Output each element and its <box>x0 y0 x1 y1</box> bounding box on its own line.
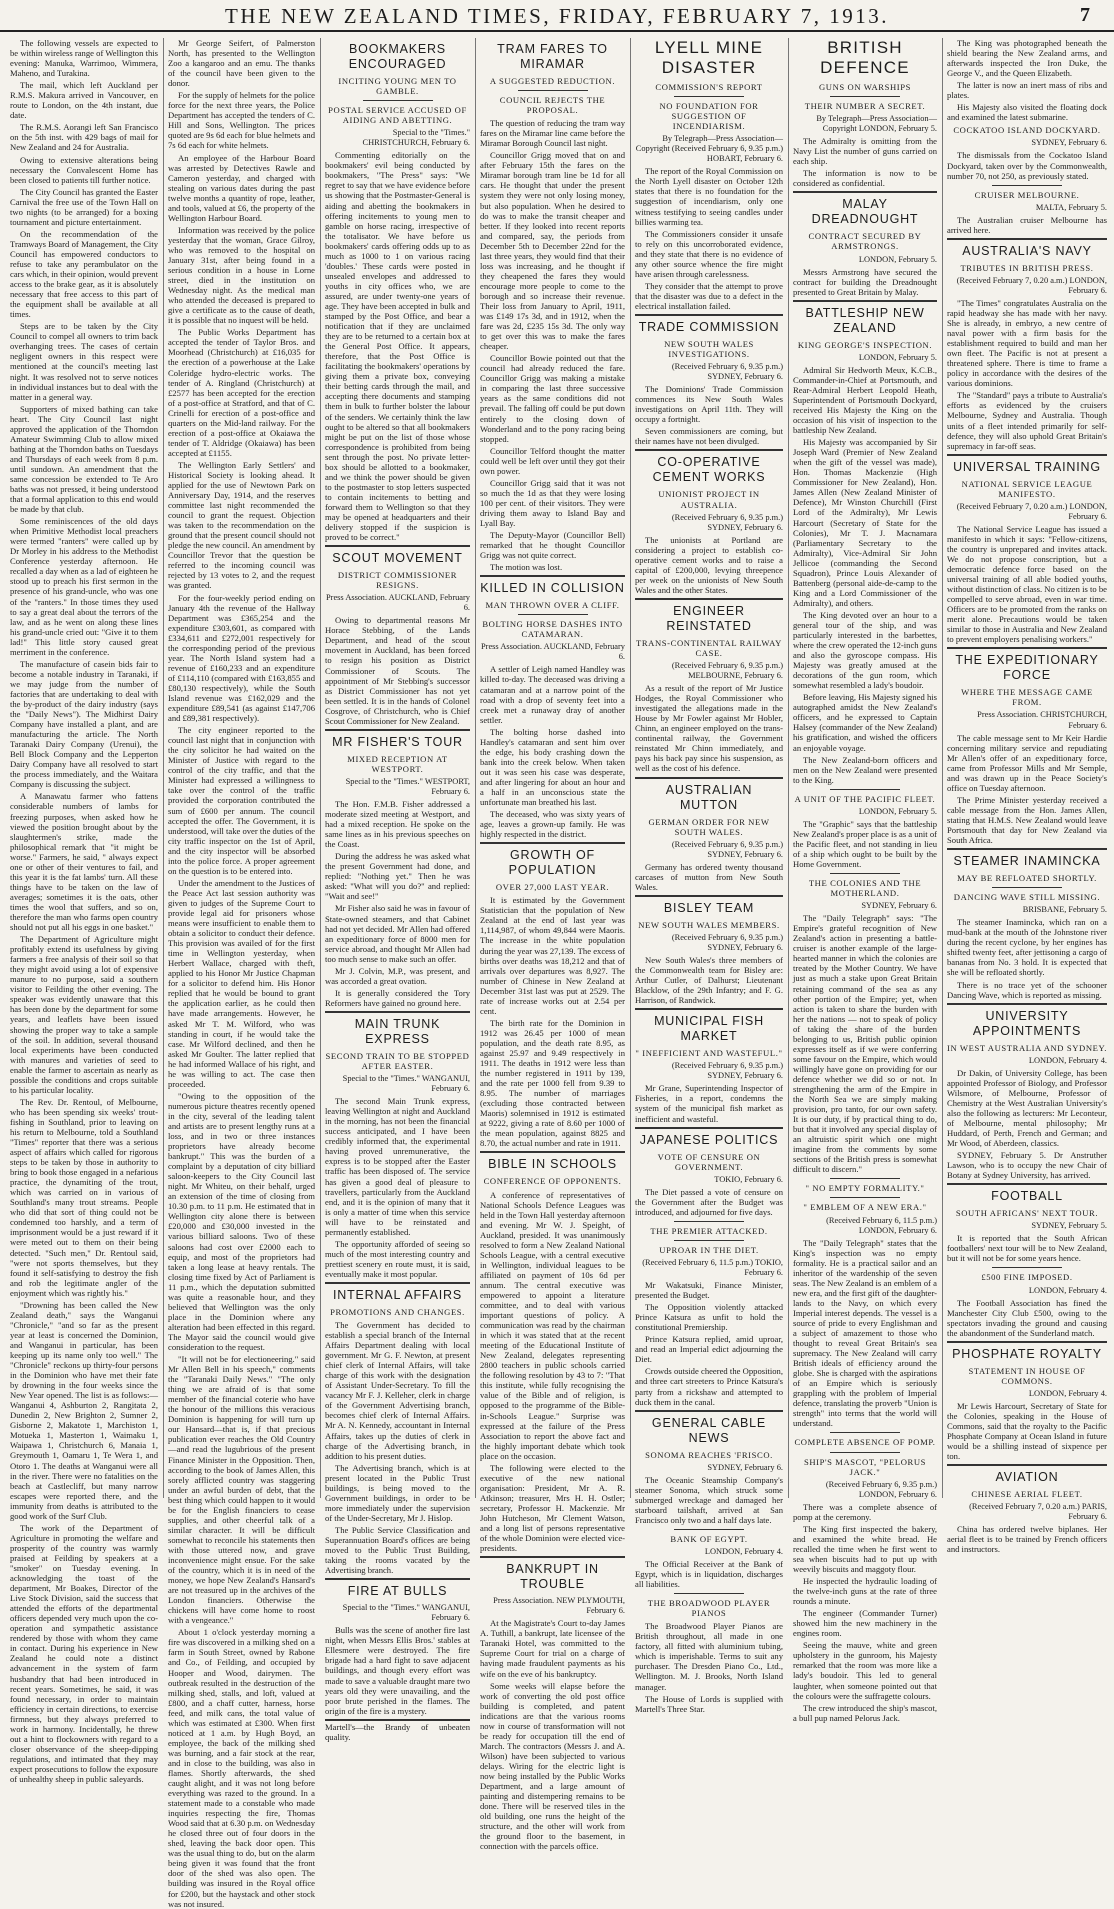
paragraph: The Australian cruiser Melbourne has arrived here. <box>947 214 1107 235</box>
article-headline: MALAY DREADNOUGHT <box>811 197 919 227</box>
article-headline: BANKRUPT IN TROUBLE <box>506 1562 599 1592</box>
separator-rule <box>635 314 783 316</box>
separator-rule <box>830 1452 900 1453</box>
paragraph: The Dominions' Trade Commission commences its New South Wales investigations on April 11th. They will occupy a fortnight. <box>635 384 783 425</box>
paragraph: Dr Dakin, of University College, has been appointed Professor of Biology, and Professor Wilsmore, of Melbourne, Professor of Chemistry at the West Australian University's also the following as lecturers: Mr Leconteur, of Melbourne, mental philosophy; Mr Huddard, of Perth, French and German; and Mr Wood, of Aberdeen, classics. <box>947 1067 1107 1149</box>
article-dateline: (Received February 6, 11.5 p.m.) LONDON, February 6. <box>826 1215 937 1235</box>
paragraph: The motion was lost. <box>490 562 563 573</box>
article-subheadline: COMPLETE ABSENCE OF POMP. <box>794 1437 936 1448</box>
article-subheadline: STATEMENT IN HOUSE OF COMMONS. <box>968 1365 1086 1386</box>
paragraph: The Public Works Department has accepted the tender of Taylor Bros. and Moorhead (Christchurch) at £16,035 for the erection of a powerhouse at the Lake Coleridge hydro-electric works. The tender of A. Ringland (Christchurch) at £2577 has been accepted for the erection of a post-office at Stratford, and that of C. Crinelli for erection of a post-office and quarters on the Mid-land railway. For the erection of a post-office at Okaiawa the tender of T. Aldridge (Okaiawa) has been accepted at £1155. <box>168 327 315 458</box>
paragraph: Commenting editorially on the bookmakers' evil being conducted by bookmakers, "The Press" says: "We regret to say that we have evidence before us showing that the Postmaster-General is aiding and abetting the bookmakers in offering incitements to young men to gamble on horse racing, irrespective of the totalisator. We have before us bookmakers' cards offering odds up to as much as 1000 to 1 on various racing 'doubles.' These cards were posted in unsealed envelopes and addressed to youths in city offices who, we are assured, are under twenty-one years of age. They have been accepted in bulk and stamped by the Post Office, and bear a notification that if they are unclaimed they are to be returned to a certain box at the General Post Office. It appears, therefore, that the Post Office is facilitating the bookmakers' operations by giving them a private box, conveying their betting cards through the mail, and accepting there documents and stamping them in bulk to further bolster the labour of the senders. We certainly think the law ought to be altered so that all bookmakers might be put on the list of those whose correspondence is prohibited from being sent through the post. No private letter-box should be allotted to a bookmaker, and we think the power should be given to the postmaster to stop letters suspected to contain incitements to betting and forward them to Wellington so that they may be opened at headquarters and their delivery stopped if the suspicion is proved to be correct." <box>325 150 470 543</box>
article-dateline: Special to the "Times." CHRISTCHURCH, February 6. <box>362 128 470 148</box>
article-dateline: Press Association. CHRISTCHURCH, February 6. <box>977 710 1107 730</box>
article-headline: UNIVERSAL TRAINING <box>953 459 1101 474</box>
paragraph: Prince Katsura replied, amid uproar, and read an Imperial edict adjourning the Diet. <box>635 1334 783 1365</box>
paragraph: He inspected the hydraulic loading of the twelve-inch guns at the rate of three rounds a minute. <box>793 1576 937 1607</box>
article-headline: MUNICIPAL FISH MARKET <box>654 1014 764 1044</box>
separator-rule <box>830 1178 900 1179</box>
article-dateline: Press Association. AUCKLAND, February 6. <box>326 593 470 613</box>
column-3 <box>325 38 470 1742</box>
article-headline: GENERAL CABLE NEWS <box>651 1415 767 1445</box>
article-subheadline: THE BROADWOOD PLAYER PIANOS <box>647 1598 771 1619</box>
paragraph: They consider that the attempt to prove that the disaster was due to a defect in the electrical installation failed. <box>635 280 783 311</box>
article-headline: MAIN TRUNK EXPRESS <box>354 1016 441 1046</box>
article-dateline: (Received February 6, 9.35 p.m.) SYDNEY, February 6. <box>671 932 783 952</box>
paragraph: There was a complete absence of pomp at the ceremony. <box>793 1501 937 1522</box>
article-subheadline: OVER 27,000 LAST YEAR. <box>495 882 610 893</box>
newspaper-title: THE NEW ZEALAND TIMES, FRIDAY, FEBRUARY 7, 1913. <box>225 4 889 28</box>
separator-rule <box>518 614 588 615</box>
paragraph: His Majesty was accompanied by Sir Joseph Ward (Premier of New Zealand when the gift of the vessel was made), Hon. Thomas Mackenzie (High Commissioner for New Zealand), Hon. James Allen (New Zealand Minister of Defence), Mr Winston Churchill (First Lord of the Admiralty), Mr Lewis Harcourt (Secretary of State for the Colonies), Mr T. J. Macnamara (Parliamentary Secretary to the Admiralty), Vice-Admiral Sir John Jellicoe (commanding the Second Squadron), Prince Louis Alexander of Battenberg (personal aide-de-camp to the King and a Lord Commissioner of the Admiralty), and others. <box>793 437 937 608</box>
separator-rule <box>947 454 1107 456</box>
column-1 <box>10 38 158 1784</box>
article-dateline: SYDNEY, February 6. <box>861 901 937 911</box>
paragraph: The Opposition violently attacked Prince Katsura as unfit to hold the constitutional Premiership. <box>635 1302 783 1333</box>
article-headline: THE EXPEDITIONARY FORCE <box>955 653 1099 683</box>
article-dateline: (Received February 6, 9.35 p.m.) SYDNEY, February 6. <box>671 1061 783 1081</box>
separator-rule <box>635 1410 783 1412</box>
article-subheadline: WHERE THE MESSAGE CAME FROM. <box>961 687 1093 708</box>
separator-rule <box>992 887 1062 888</box>
article-headline: BISLEY TEAM <box>663 900 755 915</box>
article-headline: STEAMER INAMINCKA <box>953 854 1101 869</box>
paragraph: The steamer Inamincka, which ran on a mud-bank at the mouth of the Johnstone river during the recent cyclone, by her engines has shifted twenty feet, after jettisoning a cargo of bananas from No. 3 hold. It is expected that she will be refloated shortly. <box>947 917 1107 978</box>
paragraph: The unionists at Portland are considering a project to establish co-operative cement works and to raise a capital of £200,000, levying threepence per week on the unionists of New South Wales and the other States. <box>635 534 783 595</box>
paragraph: The House of Lords is supplied with Martell's Three Star. <box>635 1693 783 1714</box>
paragraph: The Wellington Early Settlers' and Historical Society is looking ahead. It applied for the use of Newtown Park on Anniversary Day, 1914, and the reserves committee last night recommended the council to grant the request. Objection was taken to the recommendation on the ground that the present council should not pledge the new council. An amendment by Councillor Trevor that the question be referred to the incoming council was rejected by 13 votes to 2, and the request was granted. <box>168 459 315 591</box>
separator-rule <box>325 729 470 731</box>
paragraph: The King was photographed beneath the shield bearing the New Zealand arms, and afterwards inspected the Iron Duke, the George V., and the Queen Elizabeth. <box>947 38 1107 79</box>
paragraph: Information was received by the police yesterday that the woman, Grace Gilroy, who was removed to the hospital on January 31st, after being found in a serious condition in a house in Lorne street, died in the institution on Wednesday night. As the medical man who attended the deceased is prepared to give a certificate as to the cause of death, it is possible that no inquest will be held. <box>168 224 315 326</box>
paragraph: The R.M.S. Aorangi left San Francisco on the 5th inst. with 429 bags of mail for New Zealand and 24 for Australia. <box>10 122 158 153</box>
paragraph: New South Wales's three members of the Commonwealth team for Bisley are: Arthur Cutler, of Dalhurst; Lieutenant Blacklow, of the 29th Infantry; and F. G. Harrison, of Randwick. <box>635 955 783 1006</box>
article-subheadline: MIXED RECEPTION AT WESTPORT. <box>347 753 448 774</box>
paragraph: Bulls was the scene of another fire last night, when Messrs Ellis Bros.' stables at Ellesmere were destroyed. The fire brigade had a hard fight to save adjacent buildings, and though every effort was made to save a valuable draught mare two years old they were unavailing, and the poor brute perished in the flames. The origin of the fire is a mystery. <box>325 1625 470 1716</box>
separator-rule <box>674 1593 744 1594</box>
separator-rule <box>947 1183 1107 1185</box>
article-subheadline: A UNIT OF THE PACIFIC FLEET. <box>794 793 936 804</box>
paragraph: The report of the Royal Commission on the North Lyell disaster on October 12th states that there is no foundation for the suggestion of incendiarism, only one witness testifying to seeing candles under billies warming tea. <box>635 166 783 227</box>
paragraph: For the supply of helmets for the police force for the next three years, the Police Department has accepted the tenders of C. Hill and Sons, Wellington. The prices quoted are 9s 6d each for blue helmets and 7s 6d each for white helmets. <box>168 90 315 151</box>
article-dateline: (Received February 7, 0.20 a.m.) LONDON, February 6. <box>956 275 1107 295</box>
separator-rule <box>480 1556 625 1558</box>
article-subheadline: CHINESE AERIAL FLEET. <box>971 1489 1083 1500</box>
separator-rule <box>947 1464 1107 1466</box>
column-4 <box>480 38 625 1852</box>
column-rule <box>630 38 631 1498</box>
paragraph: Owing to departmental reasons Mr Horace Stebbing, of the Lands Department, and head of the scout movement in Auckland, has been forced to resign his position as District Commissioner of Scouts. The appointment of Mr Stebbing's successor as District Commissioner has not yet been settled. It is in the hands of Colonel Cosgrove, of Christchurch, who is Chief Scout Commissioner for New Zealand. <box>325 615 470 726</box>
paragraph: About 1 o'clock yesterday morning a fire was discovered in a milking shed on a farm in South Street, owned by Rabone and Co., of Feilding, and occupied by Hooper and Wood, dairymen. The outbreak resulted in the destruction of the milking shed, stalls, and loft, valued at £800, and a chaff cutter, harness, horse feed, and milk cans, the total value of which was estimated at £300. When first noticed at 1 a.m. by Hugh Boyd, an employee, the back of the milking shed was burning, and a fair stock at the rear, and in close to the building, was also in flames. Shortly afterwards, the shed caught alight, and it was not long before everything was razed to the ground. In a statement made to a constable who made inquiries respecting the fire, Thomas Wood said that at 6.30 p.m. on Wednesday he closed three out of four doors in the shed, leaving the back door open. This was the usual thing to do, but on the alarm being given it was found that the front door of the shed was also open. The building was insured in the Royal office for £200, but the haystack and other stock was not insured. <box>168 1627 315 1909</box>
paragraph: The Advertising branch, which is at present located in the Public Trust buildings, is being moved to the Government buildings, in order to be more immediately under the supervision of the Under-Secretary, Mr J. Hislop. <box>325 1462 470 1523</box>
article-subheadline: IN WEST AUSTRALIA AND SYDNEY. <box>947 1042 1107 1053</box>
paragraph: Councillor Grigg moved that on and after February 15th the fares on the Miramar borough tram line be 1d for all cars. He thought that under the present system they were not only losing money, but also population. When he desired to do was to make the transit cheaper and better. If they looked into recent reports and compared, say, the periods from December 5th to December 22nd for the last three years, they would find that their loss was increasing, and he thought if they cheapened the fares they would encourage more people to come to the borough and so increase their revenue. Their loss from January to April, 1911, was £149 17s 3d, and in 1912, when the fare was 2d, £235 15s 3d. The only way to get over this was to make the fares cheaper. <box>480 150 625 352</box>
article-dateline: LONDON, February 4. <box>1028 1055 1107 1065</box>
article-headline: FIRE AT BULLS <box>347 1584 448 1599</box>
separator-rule <box>325 1578 470 1580</box>
masthead <box>0 0 1114 32</box>
article-dateline: BRISBANE, February 5. <box>1022 905 1107 915</box>
paragraph: The "Daily Telegraph" says: "The Empire's grateful recognition of New Zealand's action in presenting a battle-cruiser is another example of the large-hearted manner in which the colonies are treated by the Mother Country. We have just as much a stake upon Great Britain retaining command of the sea as any other portion of the Empire; yet, when action is taken to share the burden with her the nations — not to speak of policy of taking the share of the burden belonging to us, British public opinion expresses itself as if we were conferring some favour on the Empire, which would willingly have gone on providing for our defence whether we did so or not. In strengthening the arm of the Empire in the North Sea we are simply making provision, pro tanto, for our own safety. It is our duty, if by practical thing to do, but that it involved any special display of an altruistic spirit which one might imagine from the comments by some sections of the British press is somewhat difficult to discern." <box>793 913 937 1175</box>
separator-rule <box>830 1432 900 1433</box>
article-subheadline: SECOND TRAIN TO BE STOPPED AFTER EASTER. <box>325 1050 470 1071</box>
separator-rule <box>674 1221 744 1222</box>
paragraph: The question of reducing the tram way fares on the Miramar line came before the Miramar Borough Council last night. <box>480 118 625 149</box>
article-dateline: By Telegraph—Press Association—Copyright (Received February 6, 9.35 p.m.) HOBART, February 6. <box>635 134 783 164</box>
paragraph: The following were elected to the executive of the new national organisation: President, Mr A. R. Atkinson; treasurer, Mrs H. H. Ostler; secretary, Professor H. Mackenzie. Mr John Hutcheson, Mr Clement Watson, and a long list of persons representative of the whole Dominion were elected vice-presidents. <box>480 1462 625 1554</box>
column-rule <box>942 38 943 1498</box>
paragraph: "It will not be for electioneering." said Mr Allen Bell in his speech," comments the "Taranaki Daily News." "The only thing we are afraid of is that some member of the financial coterie who have the honour of the millions this veracious Dominion is happening for will turn up our Hansard—that is, if that precious publication ever reaches the Old Country—and read the lugubrious of the present Finance Minister in the Opposition. Then, according to the book of James Allen, this sorely afflicted country was staggering under an awful burden of debt, that the best thing which could happen to it would be for the English financiers to cease supplies, and other cheerful talk of a similar character. It will be difficult somewhat to reconcile his statements then with those uttered now, and grave inconvenience might ensue. For the sake of the country, which it is in need of the money, we hope New Zealand's Hansard's are not treasured up in the archives of the London financiers. Otherwise the chickens will have come home to roost with a vengeance." <box>168 1354 315 1626</box>
article-subheadline: NO FOUNDATION FOR SUGGESTION OF INCENDIARISM. <box>659 101 759 132</box>
article-subheadline: SHIP'S MASCOT, "PELORUS JACK." <box>803 1456 927 1477</box>
separator-rule <box>830 96 900 97</box>
paragraph: Supporters of mixed bathing can take heart. The City Council last night approved the application of the Thorndon Amateur Swimming Club to allow mixed bathing at the Thorndon baths on Tuesdays and Thursdays of each week from 8 p.m. until sundown. An amendment that the same concession be extended to Te Aro baths was not pressed, it being understood that a formal application to this end would be made by that club. <box>10 403 158 515</box>
article-dateline: (Received February 6, 9.35 p.m.) LONDON, February 6. <box>825 1479 937 1499</box>
article-headline: BOOKMAKERS ENCOURAGED <box>348 42 447 71</box>
paragraph: It is estimated by the Government Statistician that the population of New Zealand at the end of last year was 1,114,987, of whom 49,844 were Maoris. The increase in the white population during the year was 27,139. The excess of births over deaths was 18,212 and that of arrivals over departures was 8,927. The number of Chinese in New Zealand at December 31st last was put at 2529. The rate of increase works out at 2.54 per cent. <box>480 895 625 1016</box>
paragraph: The Public Service Classification and Superannuation Board's offices are being moved to the Public Trust Building, taking the rooms vacated by the Advertising branch. <box>325 1524 470 1576</box>
separator-rule <box>674 1240 744 1241</box>
paragraph: The National Service League has issued a manifesto in which it says: "Fellow-citizens, the country is unprepared and invites attack. We do not propose conscription, but a democratic defence force based on the universal training of all able bodied youths, without distinction of class. No citizen is to be compelled to serve abroad, even in war time. Officers are to be promoted from the ranks on merit alone. Precautions would be taken similar to those in Australia and New Zealand to prevent employers penalising workers." <box>947 523 1107 645</box>
paragraph: The Oceanic Steamship Company's steamer Sonoma, which struck some submerged wreckage and damaged her starboard tailshaft, arrived at San Francisco only two and a half days late. <box>635 1474 783 1525</box>
paragraph: The engineer (Commander Turner) showed him the new machinery in the engines room. <box>793 1608 937 1639</box>
article-headline: KILLED IN COLLISION <box>480 581 625 596</box>
paragraph: The "Graphic" says that the battleship New Zealand's proper place is as a unit of the Pacific fleet, and not standing in lieu of a ship which ought to be built by the Home Government. <box>793 818 937 869</box>
article-subheadline: CRUISER MELBOURNE. <box>974 189 1080 200</box>
article-subheadline: SONOMA REACHES 'FRISCO. <box>645 1449 773 1460</box>
paragraph: During the address he was asked what the present Government had done, and replied: "Nothing yet." Then he was asked: "What will you do?" and replied: "Wait and see!" <box>325 851 470 902</box>
article-dateline: (Received February 7, 0.20 a.m.) LONDON, February 6. <box>956 501 1107 521</box>
paragraph: The Government has decided to establish a special branch of the Internal Affairs Department dealing with local government. Mr G. F. Newton, at present chief clerk of Internal Affairs, will take charge of this work with the designation of Assistant Under-Secretary. To fill the vacancy Mr F. J. Kelleher, clerk in charge of the Government Advertising branch, becomes chief clerk of Internal Affairs. Mr A. N. Kennedy, accountant in Internal Affairs, takes up the duties of clerk in charge of the Advertising branch, in addition to his present duties. <box>325 1320 470 1461</box>
article-dateline: (Received February 6, 9.35 p.m.) MELBOURNE, February 6. <box>671 661 783 681</box>
article-subheadline: £500 FINE IMPOSED. <box>981 1272 1073 1283</box>
paragraph: "The Times" congratulates Australia on the rapid headway she has made with her navy. She is already, in embryo, a new centre of naval power with a firm basis for the establishment required to build and man her own fleet. The Pacific is not at present a threatened sphere. There is time to frame a policy in accordance with the desires of the various dominions. <box>947 297 1107 389</box>
paragraph: The bolting horse dashed into Handley's catamaran and sent him over the edge, his body crashing down the bank into the creek below. When taken out it was seen his case was desperate, and after lingering for about an hour and a half in an unconscious state the unfortunate man breathed his last. <box>480 726 625 808</box>
paragraph: The Commissioners consider it unsafe to rely on this uncorroborated evidence, and they state that there is no evidence of any other source whence the fire might have arisen through carelessness. <box>635 228 783 279</box>
paragraph: Steps are to be taken by the City Council to compel all owners to trim back overhanging trees. The cases of certain negligent owners in this respect were mentioned at the council's meeting last night. It was resolved not to serve notices in individual instances but to deal with the matter in a general way. <box>10 321 158 402</box>
paragraph: The Broadwood Player Pianos are British throughout, all made in one factory, all fitted with aluminium tubing, which is imperishable. Terms to suit any purchaser. The Dresden Piano Co., Ltd., Wellington. M. J. Brooks, North Island manager. <box>635 1621 783 1692</box>
paragraph: The Hon. F.M.B. Fisher addressed a moderate sized meeting at Westport, and had a mixed reception. He spoke on the same lines as in his previous speeches on the Coast. <box>325 799 470 850</box>
article-dateline: (Received February 6, 9.35 p.m.) SYDNEY, February 6. <box>671 839 783 859</box>
paragraph: The Prime Minister yesterday received a cable message from the Hon. James Allen, stating that H.M.S. New Zealand would leave Portsmouth that day for New Zealand via South Africa. <box>947 794 1107 846</box>
paragraph: The city engineer reported to the council last night that in conjunction with the city solicitor he had waited on the Minister of Justice with regard to the control of the city traffic, and that the Minister had expressed a willingness to take over the control of the traffic provided the corporation contributed the sum of £600 per annum. The council accepted the offer. The Government, it is understood, will take over the duties of the city traffic inspector on the 1st of April, and the city inspector will be absorbed into the police force. A proper agreement on the question is to be entered into. <box>168 725 316 876</box>
article-subheadline: COCKATOO ISLAND DOCKYARD. <box>953 125 1101 136</box>
paragraph: Mr Grane, Superintending Inspector of Fisheries, in a report, condemns the system of the municipal fish market as inefficient and wasteful. <box>635 1083 783 1124</box>
article-dateline: SYDNEY, February 6. <box>707 1462 783 1472</box>
paragraph: Councillor Grigg said that it was not so much the 1d as that they were losing 100 per cent. of their visitors. They were driving them away to Island Bay and Lyall Bay. <box>480 477 625 528</box>
separator-rule <box>947 1003 1107 1005</box>
article-headline: AUSTRALIAN MUTTON <box>665 782 753 812</box>
separator-rule <box>325 545 470 547</box>
article-dateline: (Received February 6, 9.35 p.m.) SYDNEY, February 6. <box>671 362 783 382</box>
article-dateline: LONDON, February 5. <box>858 806 937 816</box>
article-subheadline: NEW SOUTH WALES INVESTIGATIONS. <box>664 338 754 360</box>
separator-rule <box>635 449 783 451</box>
separator-rule <box>830 789 900 790</box>
article-dateline: Press Association. NEW PLYMOUTH, February 6. <box>493 1596 625 1616</box>
separator-rule <box>830 1197 900 1198</box>
paragraph: As a result of the report of Mr Justice Hodges, the Royal Commissioner who investigated the allegations made in the House by Mr Fowler against Mr Hobler, Chinn, an engineer employed on the trans-continental railway, the Government reinstated Mr Chinn immediately, and pays his back pay since his suspension, as well as the cost of his defence. <box>635 683 783 774</box>
paragraph: The King first inspected the bakery, and examined the white bread. He recalled the time when he first went to sea when biscuits had to put up with weevily biscuits and maggoty flour. <box>793 1523 937 1574</box>
article-headline: LYELL MINE DISASTER <box>654 38 764 77</box>
article-headline: AVIATION <box>995 1470 1059 1485</box>
column-rule <box>788 38 789 1498</box>
paragraph: Seven commissioners are coming, but their names have not been divulged. <box>635 426 783 447</box>
paragraph: The New Zealand-born officers and men on the New Zealand were presented to the King. <box>793 754 937 785</box>
paragraph: It is reported that the South African footballers' next tour will be to New Zealand, but it will not be for some years hence. <box>947 1233 1107 1264</box>
article-headline: MR FISHER'S TOUR <box>332 734 463 749</box>
paragraph: The following vessels are expected to be within wireless range of Wellington this evening: Manuka, Warrimoo, Wimmera, Maheno, and Turakina. <box>10 38 158 79</box>
article-headline: BATTLESHIP NEW ZEALAND <box>805 305 925 335</box>
paragraph: The Football Association has fined the Manchester City Club £500, owing to the spectators invading the ground and causing the abandonment of the Sunderland match. <box>947 1297 1107 1338</box>
article-dateline: Press Association. AUCKLAND, February 6. <box>481 642 625 662</box>
article-dateline: MALTA, February 5. <box>1035 202 1107 212</box>
paragraph: SYDNEY, February 5. Dr Anstruther Lawson, who is to occupy the new Chair of Botany at Sydney University, has arrived. <box>947 1150 1107 1181</box>
paragraph: The King devoted over an hour to a general tour of the ship, and was particularly interested in the barbettes, where the crew operated the 12-inch guns and also the gyroscope compass. His Majesty was greatly amused at the decorations of the gun room, which somewhat resembled a lady's boudoir. <box>793 609 937 691</box>
article-dateline: SYDNEY, February 6. <box>1031 138 1107 148</box>
article-headline: JAPANESE POLITICS <box>639 1132 779 1147</box>
separator-rule <box>363 100 433 101</box>
separator-rule <box>635 598 783 600</box>
column-rule <box>163 38 164 1498</box>
paragraph: The Official Receiver at the Bank of Egypt, which is in liquidation, discharges all liabilities. <box>635 1559 783 1590</box>
paragraph: The City Council has granted the Easter Carnival the free use of the Town Hall on two nights (to be arranged) for a boxing tournament and picture entertainment. <box>10 186 158 227</box>
article-subheadline: GUNS ON WARSHIPS <box>818 82 912 92</box>
article-subheadline: THE PREMIER ATTACKED. <box>650 1225 768 1236</box>
separator-rule <box>947 238 1107 240</box>
paragraph: Messrs Armstrong have secured the contract for building the Dreadnought presented to Great Britain by Malay. <box>793 266 937 297</box>
article-headline: ENGINEER REINSTATED <box>666 603 752 633</box>
paragraph: The Diet passed a vote of censure on the Government after the Budget was introduced, and adjourned for five days. <box>635 1186 783 1217</box>
article-subheadline: CONFERENCE OF OPPONENTS. <box>483 1176 622 1187</box>
paragraph: "Drowning has been called the New Zealand death," says the Wanganui "Chronicle," "and so far as the present year at least is concerned the Dominion, and Wanganui in particular, has been keeping up its name only too well." The "Chronicle" reckons up thirty-four persons in the Dominion who have met their fate by drowning in the four weeks since the New Year opened. The list is as follows:—Wanganui 4, Ashburton 2, Rangitata 2, Dunedin 2, New Brighton 2, Sumner 2, Gisborne 2, Makatote 1, Marchiston 1, Motueka 1, Masterton 1, Waimaku 1, Waipawa 1, Christchurch 6, Manaia 1, Greymouth 1, Oamaru 1, Te Wera 1, and Otoro 1. The deaths at Wanganui were all in the river. There were no fatalities on the beach at Castlecliff, but many narrow escapes were reported there, and the immunity from deaths is attributed to the good work of the Surf Club. <box>10 1299 158 1521</box>
separator-rule <box>674 96 744 97</box>
article-subheadline: NEW SOUTH WALES MEMBERS. <box>638 919 780 930</box>
article-dateline: LONDON, February 5. <box>858 352 937 362</box>
separator-rule <box>830 873 900 874</box>
article-subheadline: KING GEORGE'S INSPECTION. <box>797 339 933 350</box>
article-dateline: LONDON, February 5. <box>858 254 937 264</box>
separator-rule <box>635 1008 783 1010</box>
paragraph: There is no trace yet of the schooner Dancing Wave, which is reported as missing. <box>947 979 1107 1000</box>
paragraph: The Deputy-Mayor (Councillor Bell) remarked that he thought Councillor Grigg was not quite correct. <box>480 530 625 561</box>
article-subheadline: " INEFFICIENT AND WASTEFUL." <box>635 1048 783 1059</box>
separator-rule <box>947 848 1107 850</box>
paragraph: Councillor Bowie pointed out that the council had already reduced the fare. Councillor Grigg was making a mistake in comparing the last three successive years as the same conditions did not prevail. The falling off could be put down entirely to the closing down of Wonderland and to the pony racing being stopped. <box>480 353 625 444</box>
separator-rule <box>992 1267 1062 1268</box>
paragraph: Mr Fisher also said he was in favour of State-owned steamers, and that Cabinet had not yet decided. Mr Allen had offered an expeditionary force of 8000 men for service abroad, and thought Mr Allen had too much sense to make such an offer. <box>325 903 470 964</box>
paragraph: Before leaving, His Majesty signed his autographed amidst the New Zealand's officers, and he expressed to Captain Halsey (commander of the New Zealand) his gratification, and wished the officers an enjoyable voyage. <box>793 692 937 753</box>
article-subheadline: GERMAN ORDER FOR NEW SOUTH WALES. <box>648 816 770 837</box>
article-subheadline: TRIBUTES IN BRITISH PRESS. <box>960 262 1094 273</box>
article-headline: AUSTRALIA'S NAVY <box>962 243 1092 258</box>
column-2 <box>168 38 316 1909</box>
paragraph: Seeing the mauve, white and green upholstery in the gunroom, his Majesty remarked that the room was more like a lady's boudoir. This led to general laughter, when someone pointed out that the colours were the suffragette colours. <box>793 1640 937 1701</box>
paragraph: Mr J. Colvin, M.P., was present, and was accorded a great ovation. <box>325 965 470 986</box>
article-subheadline: NATIONAL SERVICE LEAGUE MANIFESTO. <box>961 478 1093 499</box>
article-dateline: (Received February 6, 9.35 p.m.) SYDNEY, February 6. <box>671 512 783 532</box>
paragraph: At the Magistrate's Court to-day James A. Tuthill, a bankrupt, late licensee of the Taranaki Hotel, was committed to the Supreme Court for trial on a charge of having made fraudulent payments as his wife on the eve of his bankruptcy. <box>480 1618 625 1679</box>
article-dateline: SYDNEY, February 5. <box>1031 1221 1107 1231</box>
paragraph: An employee of the Harbour Board was arrested by Detectives Rawle and Cameron yesterday, and charged with stealing on various dates during the past twelve months a quantity of rope, leather, and tools, valued at £6, the property of the Wellington Harbour Board. <box>168 152 315 223</box>
paragraph: Some reminiscences of the old days when Primitive Methodist local preachers were termed "ranters" were called up by Dr Morley in his address to the Methodist Conference yesterday afternoon. He recalled a day when as a lad of eighteen he stood up to preach his first sermon in the presence of his grand-uncle, who was one of the "ranters." In those times they used to say a great deal about the terrors of the law, and as he went on along these lines his grand-uncle cried out: "Give it to them lad!" This little story caused great merriment in the conference. <box>10 516 158 657</box>
paragraph: The Department of Agriculture might profitably extend its usefulness by giving farmers a free analysis of their soil so that they might avoid using a lot of expensive manure to no purpose, said a southern visitor to Feilding the other evening. The speaker was evidently unaware that this has been done by the department for some years, and leaflets have been issued showing the proper way to take a sample of the soil. In addition, several thousand local experiments have been conducted with manures and varieties of seed to enable the farmer to ascertain as nearly as possible the conditions and crops suitable to his particular locality. <box>10 934 158 1095</box>
article-dateline: (Received February 7, 0.20 a.m.) PARIS, February 6. <box>969 1502 1107 1522</box>
paragraph: Crowds outside cheered the Opposition, and three cart streeters to Prince Katsura's party from a rickshaw and attempted to duck them in the canal. <box>635 1366 783 1407</box>
article-headline: TRADE COMMISSION <box>638 319 780 334</box>
article-dateline: By Telegraph—Press Association—Copyright LONDON, February 5. <box>816 114 937 134</box>
paragraph: Mr Wakatsuki, Finance Minister, presented the Budget. <box>635 1280 783 1301</box>
paragraph: The Rev. Dr. Rentoul, of Melbourne, who has been spending six weeks' trout-fishing in Southland, prior to leaving on his return to Melbourne, told a Southland "Times" reporter that there was a serious aspect of affairs which called for rigorous steps to be taken by those in authority to bring to book those engaged in a nefarious practice, the dynamiting of the trout, which was carried on in various of Southland's many trout streams. People who did that sort of thing could not be condemned too harshly, and a term of imprisonment would be a just reward if it were meted out to them on their being detected. "Such men," Dr. Rentoul said, "were not sports themselves, but they found it self-satisfying to destroy the fish and rob the legitimate angler of the enjoyment which was rightly his." <box>10 1096 158 1298</box>
paragraph: A settler of Leigh named Handley was killed to-day. The deceased was driving a catamaran and at a narrow point of the road with a drop of seventy feet into a creek met a runaway dray of another settler. <box>480 664 625 725</box>
article-headline: CO-OPERATIVE CEMENT WORKS <box>652 455 766 485</box>
paragraph: The "Daily Telegraph" states that the King's inspection was no empty formality. He is a practical sailor and an inheritor of the wardenship of the seven seas. The New Zealand is an emblem of a new era, and the first gift of the daughter-lands to the Navy, on which every Imperial interest depends. The vessel is a source of pride to every Englishman and a subject of amazement to those who thought to reveal Great Britain's sea supremacy. The New Zealand will carry British ideals of efficiency around the globe. She is charged with the aspirations of an Empire which is seriously grappling with the problem of Imperial defence, translating the proverb "Union is strength" into terms that the world will understand. <box>793 1237 937 1429</box>
separator-rule <box>480 1151 625 1153</box>
article-subheadline: A SUGGESTED REDUCTION. <box>489 76 616 86</box>
paragraph: The information is now to be considered as confidential. <box>793 168 937 189</box>
article-subheadline: INCITING YOUNG MEN TO GAMBLE. <box>338 76 457 97</box>
article-headline: PHOSPHATE ROYALTY <box>952 1346 1102 1361</box>
separator-rule <box>325 1282 470 1284</box>
article-subheadline: DANCING WAVE STILL MISSING. <box>953 892 1101 903</box>
paragraph: The mail, which left Auckland per R.M.S. Makura arrived in Vancouver, en route to London, on the 4th instant, due date. <box>10 80 158 121</box>
article-headline: UNIVERSITY APPOINTMENTS <box>972 1008 1082 1038</box>
paragraph: Mr Lewis Harcourt, Secretary of State for the Colonies, speaking in the House of Commons, said that the royalty to the Pacific Phosphate Company at Ocean Island in future would be a shilling instead of sixpence per ton. <box>947 1400 1107 1462</box>
article-subheadline: BANK OF EGYPT. <box>670 1533 748 1544</box>
separator-rule <box>992 185 1062 186</box>
article-subheadline: THEIR NUMBER A SECRET. <box>804 101 926 112</box>
paragraph: China has ordered twelve biplanes. Her aerial fleet is to be trained by French officers and instructors. <box>947 1524 1107 1555</box>
paragraph: The crew introduced the ship's mascot, a bull pup named Pelorus Jack. <box>793 1702 937 1723</box>
paragraph: The cable message sent to Mr Keir Hardie concerning military service and repudiating Mr Allen's offer of an expeditionary force, came from Professor Mills and Mr Semple, and was drawn up in the Peace Society's office on Tuesday afternoon. <box>947 732 1107 793</box>
paragraph: On the recommendation of the Tramways Board of Management, the City Council has empowered conductors to refuse to take any perambulator on the cars which, in their opinion, would prevent access to the brake gear, as it is absolutely necessary that free access to this part of the equipment shall be available at all times. <box>10 228 158 320</box>
separator-rule <box>947 1341 1107 1343</box>
paragraph: Admiral Sir Hedworth Meux, K.C.B., Commander-in-Chief at Portsmouth, and Rear-Admiral Herbert Leopold Heath, Superintendent of Portsmouth Dockyard, received His Majesty the King on the occasion of his visit of inspection to the battleship New Zealand. <box>793 364 937 436</box>
article-subheadline: DISTRICT COMMISSIONER RESIGNS. <box>337 570 458 591</box>
column-rule <box>320 38 321 1498</box>
article-subheadline: PROMOTIONS AND CHANGES. <box>330 1306 465 1317</box>
separator-rule <box>480 842 625 844</box>
article-headline: BIBLE IN SCHOOLS <box>488 1157 617 1172</box>
separator-rule <box>793 300 937 302</box>
paragraph: For the four-weekly period ending on January 4th the revenue of the Hallway Department was £365,254 and the expenditure £303,601, as compared with £334,611 and £272,001 respectively for the corresponding period of the previous year. The North Island system had a revenue of £160,233 and an expenditure of £114,110 (compared with £163,855 and £80,130 respectively), while the South Island revenue was £162,029 and the expenditure £89,541 (as against £147,706 and £89,381 respectively). <box>168 592 315 724</box>
paragraph: Some weeks will elapse before the work of converting the old post office building is completed, and patent indications are that the various rooms now in course of transformation will not be ready for occupation till the end of March. The contractors (Messrs J. and A. Wilson) have been subjected to various delays. Wiring for the electric light is now being installed by the Public Works Department, and a large amount of painting and distempering remains to be done. There will be reserved tiles in the old building, one runs the height of the structure, and the other will work from the ground floor to the basement, in connection with the parcels office. <box>480 1680 625 1852</box>
paragraph: Councillor Telford thought the matter could well be left over until they got their own power. <box>480 445 625 476</box>
article-dateline: (Received February 6, 11.5 p.m.) TOKIO, February 6. <box>642 1257 783 1277</box>
separator-rule <box>674 1529 744 1530</box>
column-7 <box>947 38 1107 1555</box>
paragraph: The work of the Department of Agriculture in promoting the welfare and prosperity of the country was warmly praised at Feilding by speakers at a "smoker" on Tuesday evening. In acknowledging the toast of the department, Mr Boakes, Director of the Live Stock Division, said the success that attended the efforts of the departmental officers depended very much upon the co-operation and sympathetic assistance rendered by those with whom they came in contact. During his experience in New Zealand he could note a distinct advancement in the system of farm husbandry that had been introduced in recent years. Sometimes, he said, it was found necessary, in order to maintain efficiency in certain directions, to exercise firmness, but they always preferred to work in harmony. Incidentally, he threw out a hint to flockowners with regard to a closer observance of the sheep-dipping regulations, and intimated that they may expect prosecutions to follow the exposure of unhealthy sheep in public saleyards. <box>10 1522 158 1784</box>
paragraph: Germany has ordered twenty thousand carcases of mutton from New South Wales. <box>635 861 783 892</box>
article-subheadline: MAN THROWN OVER A CLIFF. <box>485 600 620 611</box>
separator-rule <box>635 1127 783 1129</box>
column-6 <box>793 38 937 1723</box>
article-subheadline: UNIONIST PROJECT IN AUSTRALIA. <box>658 489 760 510</box>
paragraph: The second Main Trunk express, leaving Wellington at night and Auckland in the morning, has not been the financial success anticipated, and I have been credibly informed that, the experimental having proved unremunerative, the express is to be stopped after the Easter traffic has been disposed of. The service has given a good deal of pleasure to travellers, particularly from the Auckland end, and it is the opinion of many that it is only a matter of time when this service will have to be reinstated and permanently established. <box>325 1096 470 1237</box>
separator-rule <box>518 90 588 91</box>
paragraph: The birth rate for the Dominion in 1912 was 26.45 per 1000 of mean population, and the death rate 8.95, as against 25.97 and 9.49 respectively in 1911. The deaths in 1912 were less than the number registered in 1911 by 139, and the rate per 1000 fell from 9.39 to 8.95. The number of marriages (excluding those contracted between Maoris) solemnised in 1912 is estimated at 9222, giving a rate of 8.60 per 1000 of the mean population, against 8825 and 8.70, the actual number and rate in 1911. <box>480 1017 625 1149</box>
separator-rule <box>793 191 937 193</box>
paragraph: A conference of representatives of National Schools Defence Leagues was held in the Town Hall yesterday afternoon and evening. Mr W. J. Speight, of Auckland, presided. It was unanimously resolved to form a New Zealand National Schools League, with a central executive in Wellington, individual leagues to be affiliated on payment of 10s 6d per annum. The central executive was empowered to appoint a literature committee, and to deal with various important questions of policy. A communication was read by the chairman in which it was stated that at the recent meeting of the Educational Institute of New Zealand, delegates representing 2800 teachers in public schools carried the following resolution by 43 to 7: "That this institute, while fully recognising the value of the Bible and of religion, is opposed to the programme of the Bible-in-Schools League." Surprise was expressed at the failure of the Press Association to report the above fact and the highly important debate which took place on the occasion. <box>480 1189 625 1461</box>
article-subheadline: VOTE OF CENSURE ON GOVERNMENT. <box>657 1151 761 1172</box>
column-5 <box>635 38 783 1714</box>
paragraph: The latter is now an inert mass of ribs and plates. <box>947 80 1107 101</box>
separator-rule <box>947 647 1107 649</box>
article-dateline: Special to the "Times." WANGANUI, February 6. <box>342 1603 470 1623</box>
article-subheadline: MAY BE REFLOATED SHORTLY. <box>957 873 1097 884</box>
article-subheadline: CONTRACT SECURED BY ARMSTRONGS. <box>808 231 922 252</box>
article-dateline: LONDON, February 4. <box>1028 1388 1107 1398</box>
advertisement-line: Martell's—the Brandy of unbeaten quality. <box>325 1721 470 1742</box>
paragraph: The Admiralty is omitting from the Navy List the number of guns carried on each ship. <box>793 136 937 167</box>
paragraph: The manufacture of casein bids fair to become a notable industry in Taranaki, if we may judge from the number of factories that are undertaking to deal with the by-product of the dairy industry (says the "Daily News"). The Midhirst Dairy Company have installed a plant, and are manufacturing the article. The North Taranaki Dairy Company (Urenui), the Bell Block Company and the Lepperton Dairy Company have all resolved to start the process immediately, and the Waitara Company is discussing the subject. <box>10 658 158 790</box>
article-subheadline: " NO EMPTY FORMALITY." <box>805 1183 925 1194</box>
article-subheadline: THE COLONIES AND THE MOTHERLAND. <box>808 878 922 899</box>
article-subheadline: POSTAL SERVICE ACCUSED OF AIDING AND ABETTING. <box>328 105 467 126</box>
article-subheadline: COMMISSION'S REPORT <box>655 82 763 92</box>
separator-rule <box>480 575 625 577</box>
paragraph: His Majesty also visited the floating dock and examined the latest submarine. <box>947 102 1107 123</box>
article-headline: INTERNAL AFFAIRS <box>332 1287 463 1302</box>
article-headline: BRITISH DEFENCE <box>820 38 910 77</box>
article-subheadline: COUNCIL REJECTS THE PROPOSAL. <box>499 95 606 116</box>
article-dateline: TOKIO, February 6. <box>714 1174 783 1184</box>
article-headline: SCOUT MOVEMENT <box>332 551 463 566</box>
article-headline: FOOTBALL <box>991 1189 1063 1204</box>
separator-rule <box>325 1011 470 1013</box>
article-subheadline: " EMBLEM OF A NEW ERA." <box>803 1202 927 1213</box>
paragraph: A Manawatu farmer who fattens considerable numbers of lambs for freezing purposes, when asked how he viewed the position brought about by the slaughtermen's strike, made the philosophical remark that "it might be worse." Farmers, he said, " always expect one or other of their ventures to fail, and this year it is the fat lambs' turn. All these things have to be taken on the law of averages; sometimes it is the oats, other times the wool that suffers, and so on, therefore the man who farms open country should not put all his eggs in one basket." <box>10 791 158 933</box>
paragraph: The deceased, who was sixty years of age, leaves a grown-up family. He was highly respected in the district. <box>480 809 625 840</box>
paragraph: The dismissals from the Cockatoo Island Dockyard, taken over by the Commonwealth, number 70, not 250, as previously stated. <box>947 150 1107 181</box>
paragraph: The "Standard" pays a tribute to Australia's efforts as evidenced by the cruisers Melbourne, Sydney and Australia. Though units of a fleet intended primarily for self-defence, they will also uphold Great Britain's supremacy in far-off seas. <box>947 390 1107 451</box>
column-rule <box>475 38 476 1498</box>
article-subheadline: UPROAR IN THE DIET. <box>659 1244 759 1255</box>
paragraph: Under the amendment to the Justices of the Peace Act last session authority was given to judges of the Supreme Court to provide legal aid for prisoners whose means were insufficient to enable them to obtain a solicitor to conduct their defence. This provision was availed of for the first time in Wellington yesterday, when Herbert Wallace, charged with theft, applied to his Honor Mr Justice Chapman for a solicitor to defend him. His Honor replied that he would be bound to grant the application earlier, as he could then have made arrangements. However, he asked Mr T. M. Wilford, who was standing in court, if he would take the case. Mr Wilford declined, and then he asked Mr Goulter. The latter replied that he had informed Wallace of his right, and he was willing to act. The case then proceeded. <box>168 877 315 1089</box>
article-dateline: Special to the "Times." WESTPORT, February 6. <box>345 776 470 796</box>
paragraph: It is generally considered the Tory Reformers have gained no ground here. <box>325 987 470 1008</box>
article-subheadline: SOUTH AFRICANS' NEXT TOUR. <box>955 1208 1099 1219</box>
article-headline: TRAM FARES TO MIRAMAR <box>497 42 608 71</box>
page-number: 7 <box>1080 4 1090 26</box>
separator-rule <box>635 777 783 779</box>
separator-rule <box>635 895 783 897</box>
paragraph: Owing to extensive alterations being necessary the Convalescent Home has been closed to patients till further notice. <box>10 154 158 185</box>
paragraph: The opportunity afforded of seeing so much of the most interesting country and prettiest scenery en route must, it is said, eventually make it most popular. <box>325 1238 470 1279</box>
paragraph: Mr George Seifert, of Palmerston North, has presented to the Wellington Zoo a kangaroo and an emu. The thanks of the council have been given to the donor. <box>168 38 315 89</box>
article-headline: GROWTH OF POPULATION <box>508 848 597 878</box>
article-subheadline: TRANS-CONTINENTAL RAILWAY CASE. <box>636 637 782 658</box>
article-subheadline: BOLTING HORSE DASHES INTO CATAMARAN. <box>482 619 623 640</box>
article-dateline: Special to the "Times." WANGANUI, February 6. <box>342 1074 470 1094</box>
article-dateline: LONDON, February 4. <box>1028 1285 1107 1295</box>
separator-rule <box>325 1719 470 1721</box>
article-dateline: LONDON, February 4. <box>704 1546 783 1556</box>
paragraph: "Owing to the opposition of the numerous picture theatres recently opened in the city, several of the leading talent and artists are to present lengthy runs at a loss, and in two or three instances proprietors have already become bankrupt." This was the burden of a complaint by a deputation of city billiard saloon-keepers to the City Council last night. Mr Whiteu, on their behalf, urged an extension of the time of closing from 10.30 p.m. to 11 p.m. He estimated that in Wellington city alone there is between £20,000 and £30,000 invested in the various billiard saloons. Two of these saloons had cost over £2000 each to equip, and most of the proprietors had taken a long lease at heavy rentals. The closing time fixed by Act of Parliament is 11 p.m., which the deputation submitted was quite a reasonable hour, and they believed that Wellington was the only place in the Dominion where any alteration had been effected in this regard. The Mayor said the council would give consideration to the request. <box>168 1090 315 1352</box>
